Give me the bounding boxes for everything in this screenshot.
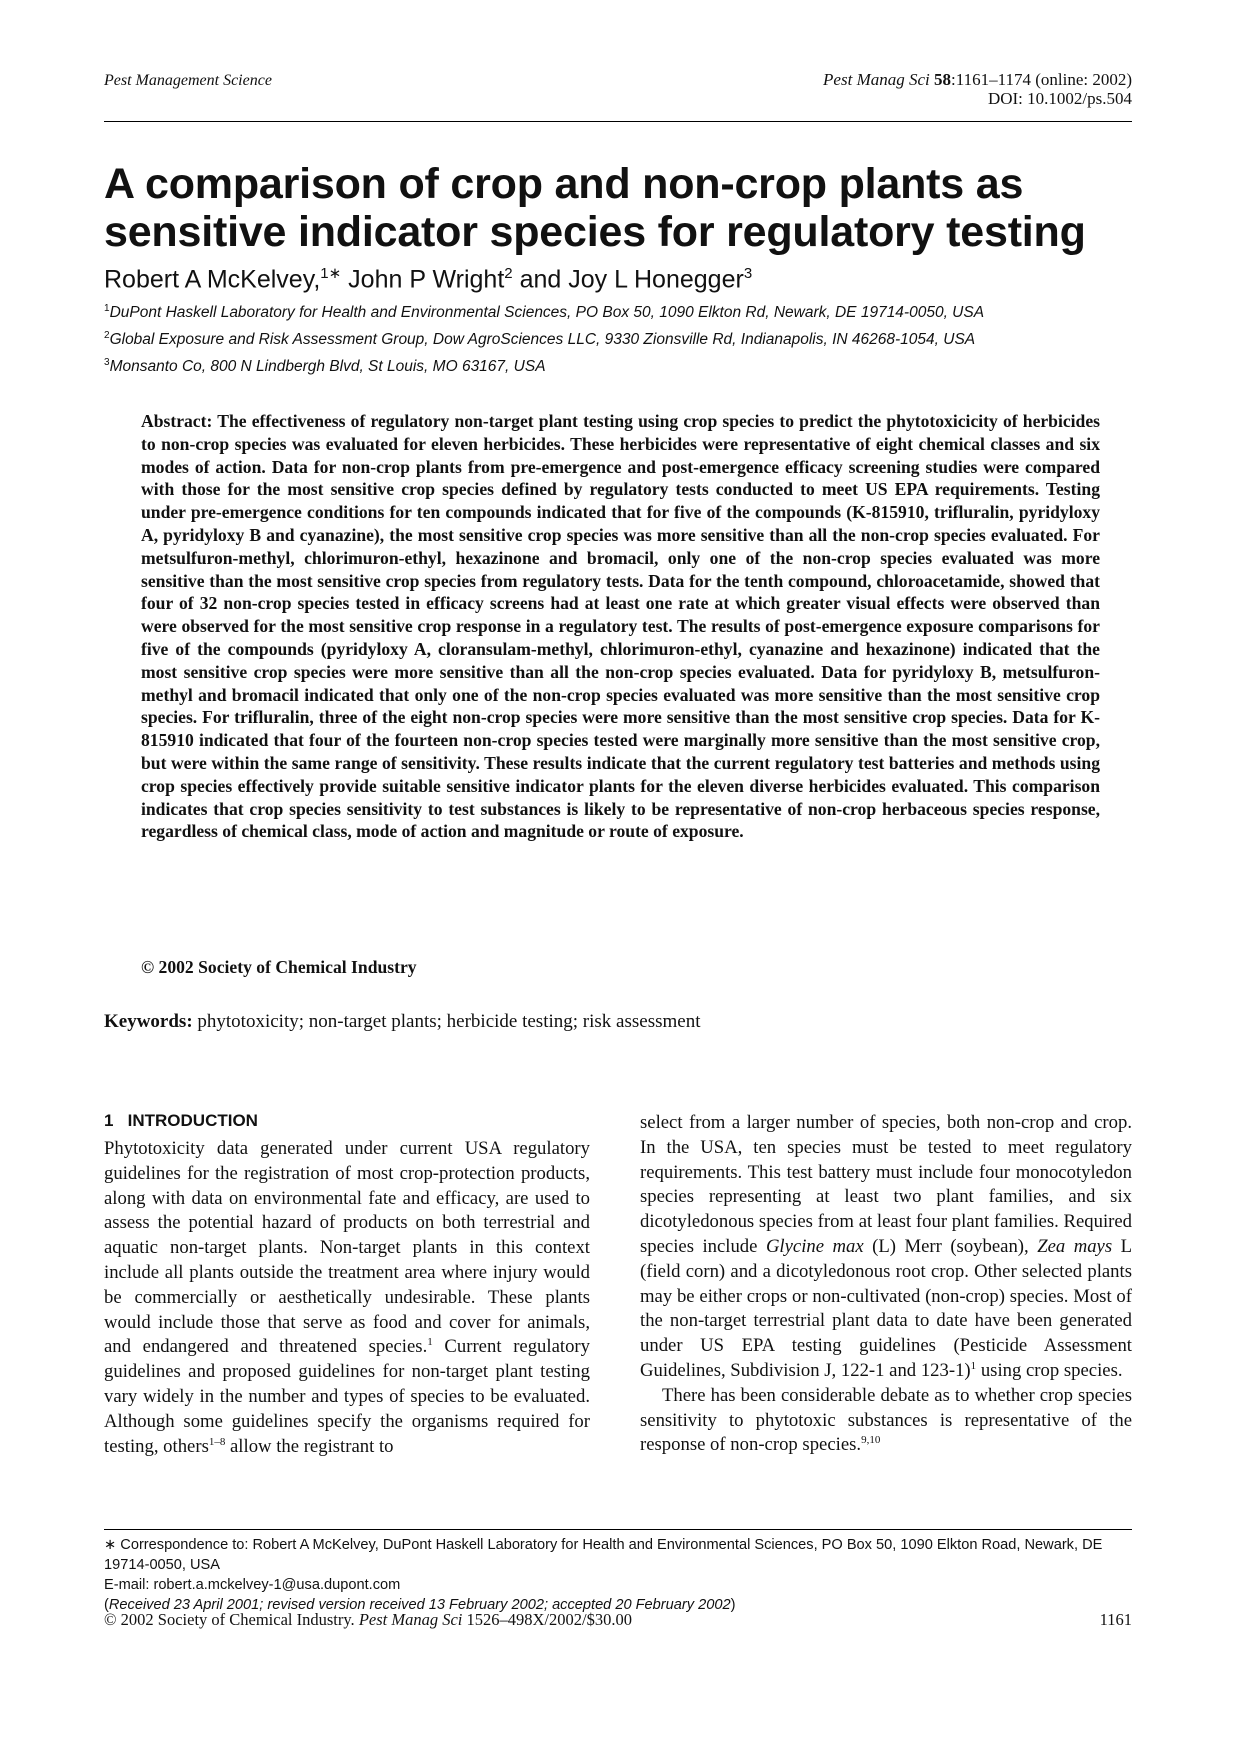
section-number: 1 [104, 1111, 114, 1130]
author-conjunction: and [512, 265, 569, 294]
footnote-rule [104, 1529, 1132, 1530]
correspondence: ∗ Correspondence to: Robert A McKelvey, DuPont Haskell Laboratory for Health and Environmental Sciences, PO Box 50, 1090 Elkton Road, Newark, DE 19714-0050, USA [104, 1537, 1103, 1573]
header-rule [104, 121, 1132, 122]
species-name: Zea mays [1037, 1235, 1113, 1257]
abstract-label: Abstract: [141, 411, 213, 431]
article-title: A comparison of crop and non-crop plants as sensitive indicator species for regulatory testing [104, 160, 1086, 256]
paragraph-text: select from a larger number of species, both non-crop and crop. In the USA, ten species must be tested to meet regulatory requirements. This test battery must include four monocotyledon species representing at least two plant families, and six dicotyledonous species from at least four plant families. Required species include [640, 1112, 1132, 1257]
citation-ref[interactable]: 9,10 [861, 1434, 881, 1447]
affiliation [104, 297, 984, 324]
citation-ref[interactable]: 1 [970, 1359, 977, 1372]
author-name: John P Wright [348, 265, 505, 294]
footer-journal: Pest Manag Sci [358, 1610, 463, 1629]
intro-paragraph [640, 1384, 1132, 1458]
received-text: Received 23 April 2001; revised version received 13 February 2002; accepted 20 February 2002 [108, 1597, 731, 1613]
intro-right-column [640, 1111, 1132, 1458]
footer-issn: 1526–498X/2002/$30.00 [466, 1610, 632, 1629]
footnote [104, 1535, 1132, 1615]
intro-paragraph [104, 1137, 590, 1459]
paragraph-text: using crop species. [976, 1359, 1123, 1381]
doi[interactable]: DOI: 10.1002/ps.504 [987, 89, 1132, 108]
author-mark: 2 [504, 265, 513, 282]
author-mark: 3 [743, 265, 753, 282]
citation-ref[interactable]: 1–8 [208, 1435, 226, 1448]
keywords [104, 1011, 700, 1033]
affiliation-list [104, 297, 984, 378]
affiliation-text: DuPont Haskell Laboratory for Health and Environmental Sciences, PO Box 50, 1090 Elkton Rd, Newark, DE 19714-0050, USA [109, 304, 985, 322]
paren: ( [104, 1597, 109, 1613]
author-mark: 1∗ [320, 265, 342, 282]
affiliation-mark: 2 [104, 330, 110, 342]
page-footer [104, 1610, 632, 1630]
species-name: Glycine max [765, 1235, 864, 1257]
paragraph-text: allow the registrant to [225, 1435, 394, 1457]
email[interactable]: E-mail: robert.a.mckelvey-1@usa.dupont.com [104, 1577, 401, 1593]
paragraph-text: Phytotoxicity data generated under current USA regulatory guidelines for the registration of most crop-protection products, along with data on environmental fate and efficacy, are used to assess the potential hazard of products on both terrestrial and aquatic non-target plants. Non-target plants in this context include all plants outside the treatment area where injury would be commercially or aesthetically undesirable. These plants would include those that serve as food and cover for animals, and endangered and threatened species. [104, 1138, 590, 1358]
citation-pages: :1161–1174 (online: 2002) [951, 70, 1132, 89]
affiliation-text: Monsanto Co, 800 N Lindbergh Blvd, St Louis, MO 63167, USA [109, 358, 546, 376]
affiliation [104, 324, 984, 351]
abstract [141, 410, 1100, 843]
affiliation-text: Global Exposure and Risk Assessment Group, Dow AgroSciences LLC, 9330 Zionsville Rd, Indianapolis, IN 46268-1054, USA [109, 331, 976, 349]
paragraph-text: Current regulatory guidelines and proposed guidelines for non-target plant testing vary widely in the number and types of species to be evaluated. Although some guidelines specify the organisms required for testing, others [104, 1336, 590, 1457]
keywords-text: phytotoxicity; non-target plants; herbicide testing; risk assessment [197, 1011, 701, 1032]
citation-block [823, 70, 1132, 108]
citation-line [823, 70, 1132, 89]
author-name: Joy L Honegger [568, 265, 744, 294]
author-name: Robert A McKelvey, [104, 265, 321, 294]
keywords-label: Keywords: [104, 1011, 193, 1032]
citation-journal: Pest Manag Sci [823, 70, 930, 89]
paragraph-text: (L) Merr (soybean), [863, 1235, 1038, 1257]
abstract-copyright: © 2002 Society of Chemical Industry [141, 957, 417, 977]
citation-ref[interactable]: 1 [427, 1336, 433, 1349]
footer-copyright: © 2002 Society of Chemical Industry. [104, 1610, 355, 1629]
citation-volume: 58 [934, 70, 951, 89]
journal-name: Pest Management Science [104, 72, 272, 89]
paragraph-text: L (field corn) and a dicotyledonous root crop. Other selected plants may be either crops or non-cultivated (non-crop) species. Most of the non-target terrestrial plant data to date have been generated under US EPA testing guidelines (Pesticide Assessment Guidelines, Subdivision J, 122-1 and 123-1) [640, 1235, 1133, 1381]
intro-paragraph [640, 1111, 1132, 1384]
affiliation [104, 351, 984, 378]
section-heading [104, 1111, 258, 1131]
author-list [104, 264, 752, 294]
page-number: 1161 [1099, 1610, 1132, 1629]
affiliation-mark: 3 [104, 357, 110, 369]
affiliation-mark: 1 [104, 303, 110, 314]
paren: ) [730, 1597, 736, 1613]
intro-left-column [104, 1137, 590, 1459]
abstract-text: The effectiveness of regulatory non-target plant testing using crop species to predict the phytotoxicicity of herbicides to non-crop species was evaluated for eleven herbicides. These herbicides were representative of eight chemical classes and six modes of action. Data for non-crop plants from pre-emergence and post-emergence efficacy screening studies were compared with those for the most sensitive crop species defined by regulatory tests conducted to meet US EPA requirements. Testing under pre-emergence conditions for ten compounds indicated that for five of the compounds (K-815910, trifluralin, pyridyloxy A, pyridyloxy B and cyanazine), the most sensitive crop species was more sensitive than all the non-crop species evaluated. For metsulfuron-methyl, chlorimuron-ethyl, hexazinone and bromacil, only one of the non-crop species evaluated was more sensitive than the most sensitive crop species from regulatory tests. Data for the tenth compound, chloroacetamide, showed that four of 32 non-crop species tested in efficacy screens had at least one rate at which greater visual effects were observed than were observed for the most sensitive crop response in a regulatory test. The results of post-emergence exposure comparisons for five of the compounds (pyridyloxy A, cloransulam-methyl, chlorimuron-ethyl, cyanazine and hexazinone) indicated that the most sensitive crop species were more sensitive than all the non-crop species evaluated. Data for pyridyloxy B, metsulfuron-methyl and bromacil indicated that only one of the non-crop species evaluated was more sensitive than the most sensitive crop species. For trifluralin, three of the eight non-crop species were more sensitive than the most sensitive crop species. Data for K-815910 indicated that four of the fourteen non-crop species tested were marginally more sensitive than the most sensitive crop, but were within the same range of sensitivity. These results indicate that the current regulatory test batteries and methods using crop species effectively provide suitable sensitive indicator plants for the eleven diverse herbicides evaluated. This comparison indicates that crop species sensitivity to test substances is likely to be representative of non-crop herbaceous species response, regardless of chemical class, mode of action and magnitude or route of exposure. [141, 411, 1100, 842]
section-title: INTRODUCTION [127, 1111, 258, 1130]
paragraph-text: There has been considerable debate as to whether crop species sensitivity to phytotoxic substances is representative of the response of non-crop species. [640, 1384, 1132, 1456]
